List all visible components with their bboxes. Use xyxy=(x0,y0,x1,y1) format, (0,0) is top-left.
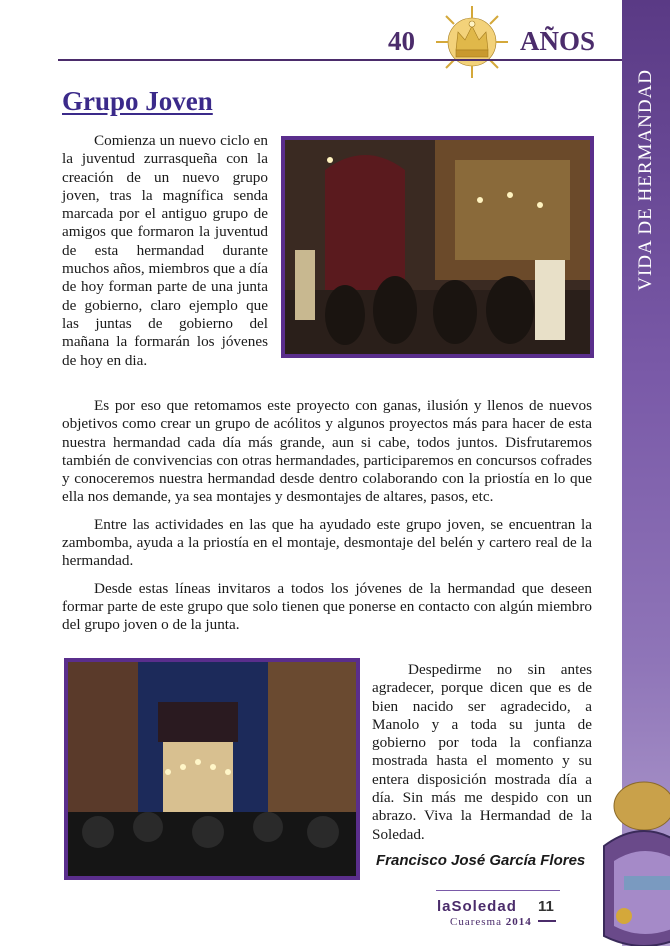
article-body xyxy=(62,397,592,644)
section-label xyxy=(622,60,670,300)
paragraph-3: Entre las actividades en las que ha ayudado este grupo joven, se encuentran la zambomba, ayuda a la priostía en el montaje, desmontaje del belén y cartero real de la hermandad. xyxy=(62,515,592,570)
brotherhood-shield-icon xyxy=(584,766,670,946)
footer-divider xyxy=(436,890,560,891)
page-number-underline xyxy=(538,920,556,922)
page-number: 11 xyxy=(538,898,554,915)
paragraph-5: Despedirme no sin antes agradecer, porque dicen que es de bien nacido ser agradecido, a Manolo y a toda su junta de gobierno por toda la confianza mostrada hasta el momento y su entera disposición mostrada día a día. Sin más me despido con un abrazo. Viva la Hermandad de la Soledad. xyxy=(372,661,592,843)
issue-season: Cuaresma xyxy=(450,916,502,928)
crown-emblem-icon xyxy=(432,2,512,80)
article-title: Grupo Joven xyxy=(62,86,213,116)
altar-photo xyxy=(281,136,594,358)
paragraph-closing xyxy=(372,661,592,844)
issue-year: 2014 xyxy=(505,916,532,928)
section-label-text: VIDA DE HERMANDAD xyxy=(635,69,656,291)
paragraph-2: Es por eso que retomamos este proyecto con ganas, ilusión y llenos de nuevos objetivos como crear un grupo de acólitos y algunos proyectos más para hacer de esta nuestra hermandad cada día más grande, aun si cabe, todos juntos. Disfrutaremos también de convivencias con otras hermandades, participaremos en concursos cofrades y conoceremos nuestra hermandad desde dentro colaborando con la priostía en lo que ella nos demande, ya sea montajes y desmontajes de altares, pasos, etc. xyxy=(62,397,592,506)
header-divider xyxy=(58,59,623,61)
paragraph-1: Comienza un nuevo ciclo en la juventud zurrasqueña con la creación de un nuevo grupo joven, tras la magnífica senda marcada por el antiguo grupo de amigos que formaron la juventud de esta hermandad durante muchos años, miembros que a día de hoy forman parte de una junta de gobierno, claro ejemplo que las juntas de gobierno del mañana la formarán los jóvenes de hoy en dia. xyxy=(62,132,268,369)
header-number: 40 xyxy=(388,26,415,56)
procession-photo xyxy=(64,658,360,880)
magazine-name: laSoledad xyxy=(437,898,517,915)
author-signature: Francisco José García Flores xyxy=(376,852,586,869)
paragraph-4: Desde estas líneas invitaros a todos los jóvenes de la hermandad que deseen formar parte de este grupo que solo tienen que ponerse en contacto con algún miembro del grupo joven o de la junta. xyxy=(62,579,592,634)
header-word: AÑOS xyxy=(520,26,596,56)
paragraph-intro xyxy=(62,132,268,370)
magazine-issue xyxy=(450,916,532,928)
